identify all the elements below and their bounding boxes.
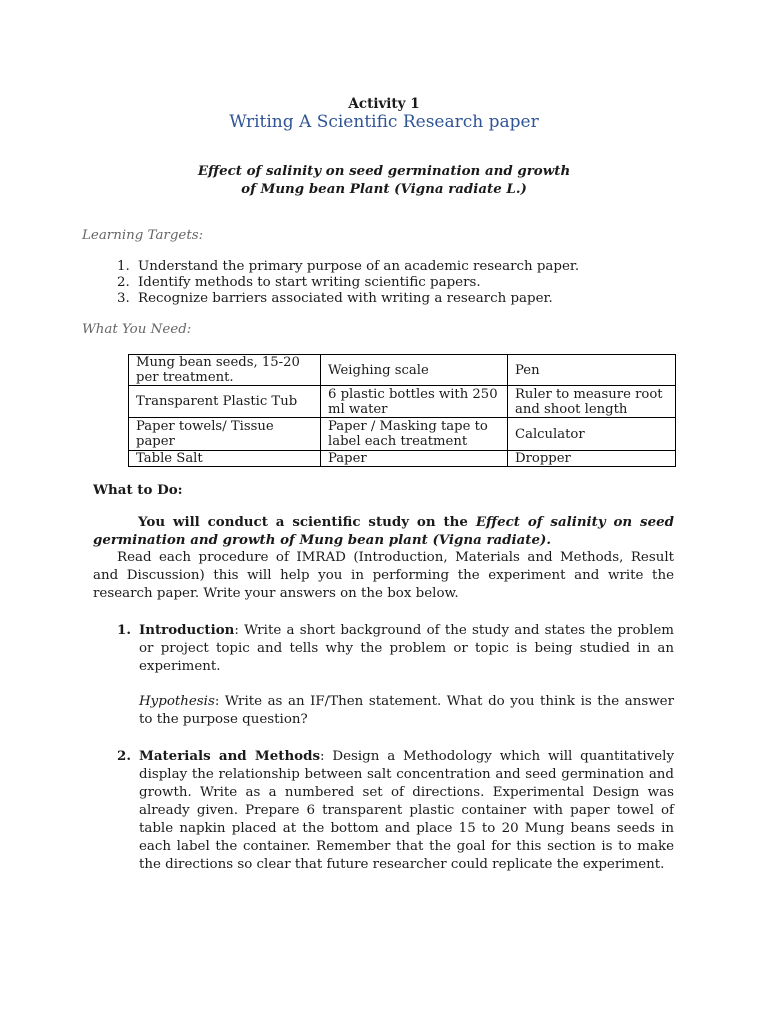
learning-targets-list [117, 259, 579, 307]
table-cell: Paper / Masking tape to label each treatment [321, 418, 508, 451]
table-cell: Ruler to measure root and shoot length [508, 386, 676, 418]
table-cell: Weighing scale [321, 355, 508, 386]
table-row [129, 451, 676, 467]
learning-targets-label: Learning Targets: [82, 228, 204, 243]
study-title [0, 162, 768, 198]
step-materials-methods: 2. Materials and Methods: Design a Methodology which will quantitatively display the relationship between salt concentration and seed germination and growth. Write as a numbered set of directions. Experimental Design was already given. Prepare 6 transparent plastic container with paper towel of table napkin placed at the bottom and place 15 to 20 Mung beans seeds in each label the container. Remember that the goal for this section is to make the directions so clear that future researcher could replicate the experiment. [117, 748, 675, 872]
study-title-line-1: Effect of salinity on seed germination and growth [197, 163, 571, 179]
table-cell: Mung bean seeds, 15-20 per treatment. [129, 355, 321, 386]
table-cell: Table Salt [129, 451, 321, 467]
table-cell: Paper towels/ Tissue paper [129, 418, 321, 451]
step-introduction: 1. Introduction: Write a short background of the study and states the problem or project topic and tells why the problem or topic is being studied in an experiment. [117, 622, 674, 674]
list-item: 3. Recognize barriers associated with writing a research paper. [117, 291, 553, 306]
activity-title: Writing A Scientific Research paper [229, 112, 539, 132]
table-row [129, 355, 676, 386]
imrad-paragraph: Read each procedure of IMRAD (Introduction, Materials and Methods, Result and Discussion) this will help you in performing the experiment and write the research paper. Write your answers on the box below. [93, 550, 674, 601]
what-you-need-label: What You Need: [82, 322, 192, 337]
list-item: 2. Identify methods to start writing scientific papers. [117, 275, 481, 290]
materials-table [128, 354, 676, 467]
table-cell: Pen [508, 355, 676, 386]
table-cell: 6 plastic bottles with 250 ml water [321, 386, 508, 418]
hypothesis-paragraph: Hypothesis: Write as an IF/Then statement. What do you think is the answer to the purpose question? [139, 694, 674, 727]
introduction-heading: Introduction [139, 622, 235, 638]
materials-methods-heading: Materials and Methods [139, 748, 321, 764]
table-cell: Calculator [508, 418, 676, 451]
table-cell: Transparent Plastic Tub [129, 386, 321, 418]
table-row [129, 386, 676, 418]
table-cell: Paper [321, 451, 508, 467]
what-to-do-heading: What to Do: [93, 482, 183, 498]
hypothesis-label: Hypothesis [139, 694, 215, 709]
table-cell: Dropper [508, 451, 676, 467]
study-title-line-2: of Mung bean Plant (Vigna radiate L.) [241, 181, 527, 197]
list-item: 1. Understand the primary purpose of an academic research paper. [117, 259, 580, 274]
intro-paragraph: You will conduct a scientific study on the Effect of salinity on seed germination and growth of Mung bean plant (Vigna radiate). [93, 514, 674, 548]
activity-number: Activity 1 [348, 96, 420, 112]
table-row [129, 418, 676, 451]
